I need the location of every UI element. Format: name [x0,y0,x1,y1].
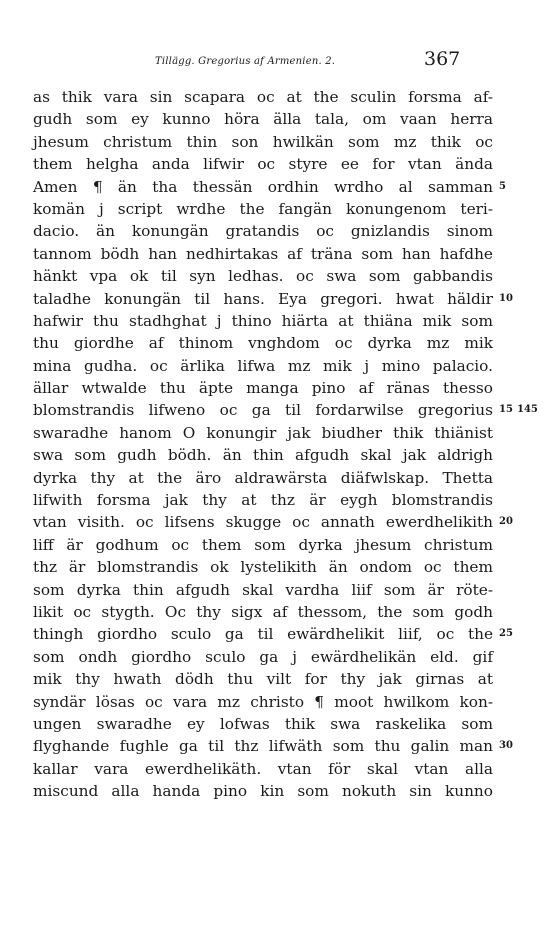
line-text: som dyrka thin afgudh skal vardha liif som är röte- [33,580,493,599]
body-text [33,86,538,803]
line-text: dyrka thy at the äro aldrawärsta diäfwlskap. Thetta [33,468,493,487]
line-text: tannom bödh han nedhirtakas af träna som han hafdhe [33,244,493,263]
line-text: swa som gudh bödh. än thin afgudh skal jak aldrigh [33,446,493,465]
page-header [0,48,560,78]
text-line [33,646,493,668]
line-text: likit oc stygth. Oc thy sigx af thessom, the som godh [33,602,493,621]
line-text: swaradhe hanom O konungir jak biudher thik thiänist [33,423,493,442]
text-line [33,243,493,265]
text-line [33,288,513,310]
line-text: jhesum christum thin son hwilkän som mz thik oc [33,132,493,151]
text-line [33,355,493,377]
text-line [33,444,493,466]
text-line [33,198,493,220]
text-line [33,489,493,511]
source-page-number: 145 [517,404,538,416]
text-line [33,758,493,780]
line-text: som ondh giordho sculo ga j ewärdhelikän eld. gif [33,647,493,666]
text-line [33,556,493,578]
line-number: 10 [499,292,513,304]
text-line [33,534,493,556]
line-text: taladhe konungän til hans. Eya gregori. hwat häldir [33,289,493,308]
text-line [33,623,513,645]
line-number: 5 [499,180,506,192]
text-line [33,332,493,354]
line-text: blomstrandis lifweno oc ga til fordarwilse gregorius [33,401,493,420]
text-line [33,780,493,802]
line-number: 25 [499,628,513,640]
line-text: miscund alla handa pino kin som nokuth sin kunno [33,782,493,801]
text-line [33,131,493,153]
line-text: gudh som ey kunno höra älla tala, om vaan herra [33,110,493,129]
line-text: dacio. än konungän gratandis oc gnizlandis sinom [33,222,493,241]
line-text: ällar wtwalde thu äpte manga pino af ränas thesso [33,379,493,398]
text-line [33,601,493,623]
text-line [33,265,493,287]
line-number: 30 [499,740,513,752]
line-text: kallar vara ewerdhelikäth. vtan för skal vtan alla [33,759,493,778]
line-text: mina gudha. oc ärlika lifwa mz mik j mino palacio. [33,356,493,375]
line-text: hänkt vpa ok til syn ledhas. oc swa som gabbandis [33,267,493,286]
text-line [33,735,513,757]
line-text: liff är godhum oc them som dyrka jhesum christum [33,535,493,554]
line-text: komän j script wrdhe the fangän konungenom teri- [33,199,493,218]
line-text: Amen ¶ än tha thessän ordhin wrdho al samman [33,177,493,196]
text-line [33,511,513,533]
text-line [33,399,538,421]
line-text: lifwith forsma jak thy at thz är eygh blomstrandis [33,491,493,510]
text-line [33,691,493,713]
running-title: Tillägg. Gregorius af Armenien. 2. [155,56,336,67]
line-text: them helgha anda lifwir oc styre ee for vtan ända [33,155,493,174]
text-line [33,310,493,332]
line-text: hafwir thu stadhghat j thino hiärta at thiäna mik som [33,311,493,330]
text-line [33,176,506,198]
line-number: 15 [499,404,513,416]
line-text: thu giordhe af thinom vnghdom oc dyrka mz mik [33,334,493,353]
line-text: thz är blomstrandis ok lystelikith än ondom oc them [33,558,493,577]
text-line [33,713,493,735]
text-line [33,108,493,130]
text-line [33,377,493,399]
line-text: syndär lösas oc vara mz christo ¶ moot hwilkom kon- [33,692,493,711]
line-text: flyghande fughle ga til thz lifwäth som thu galin man [33,737,493,756]
line-text: ungen swaradhe ey lofwas thik swa raskelika som [33,714,493,733]
text-line [33,86,493,108]
text-line [33,668,493,690]
line-text: thingh giordho sculo ga til ewärdhelikit liif, oc the [33,625,493,644]
text-line [33,579,493,601]
text-line [33,467,493,489]
page-number: 367 [424,48,461,70]
text-line [33,220,493,242]
text-line [33,153,493,175]
line-text: mik thy hwath dödh thu vilt for thy jak girnas at [33,670,493,689]
line-number: 20 [499,516,513,528]
line-text: vtan visith. oc lifsens skugge oc annath ewerdhelikith [33,513,493,532]
line-text: as thik vara sin scapara oc at the sculin forsma af- [33,88,493,106]
text-line [33,422,493,444]
